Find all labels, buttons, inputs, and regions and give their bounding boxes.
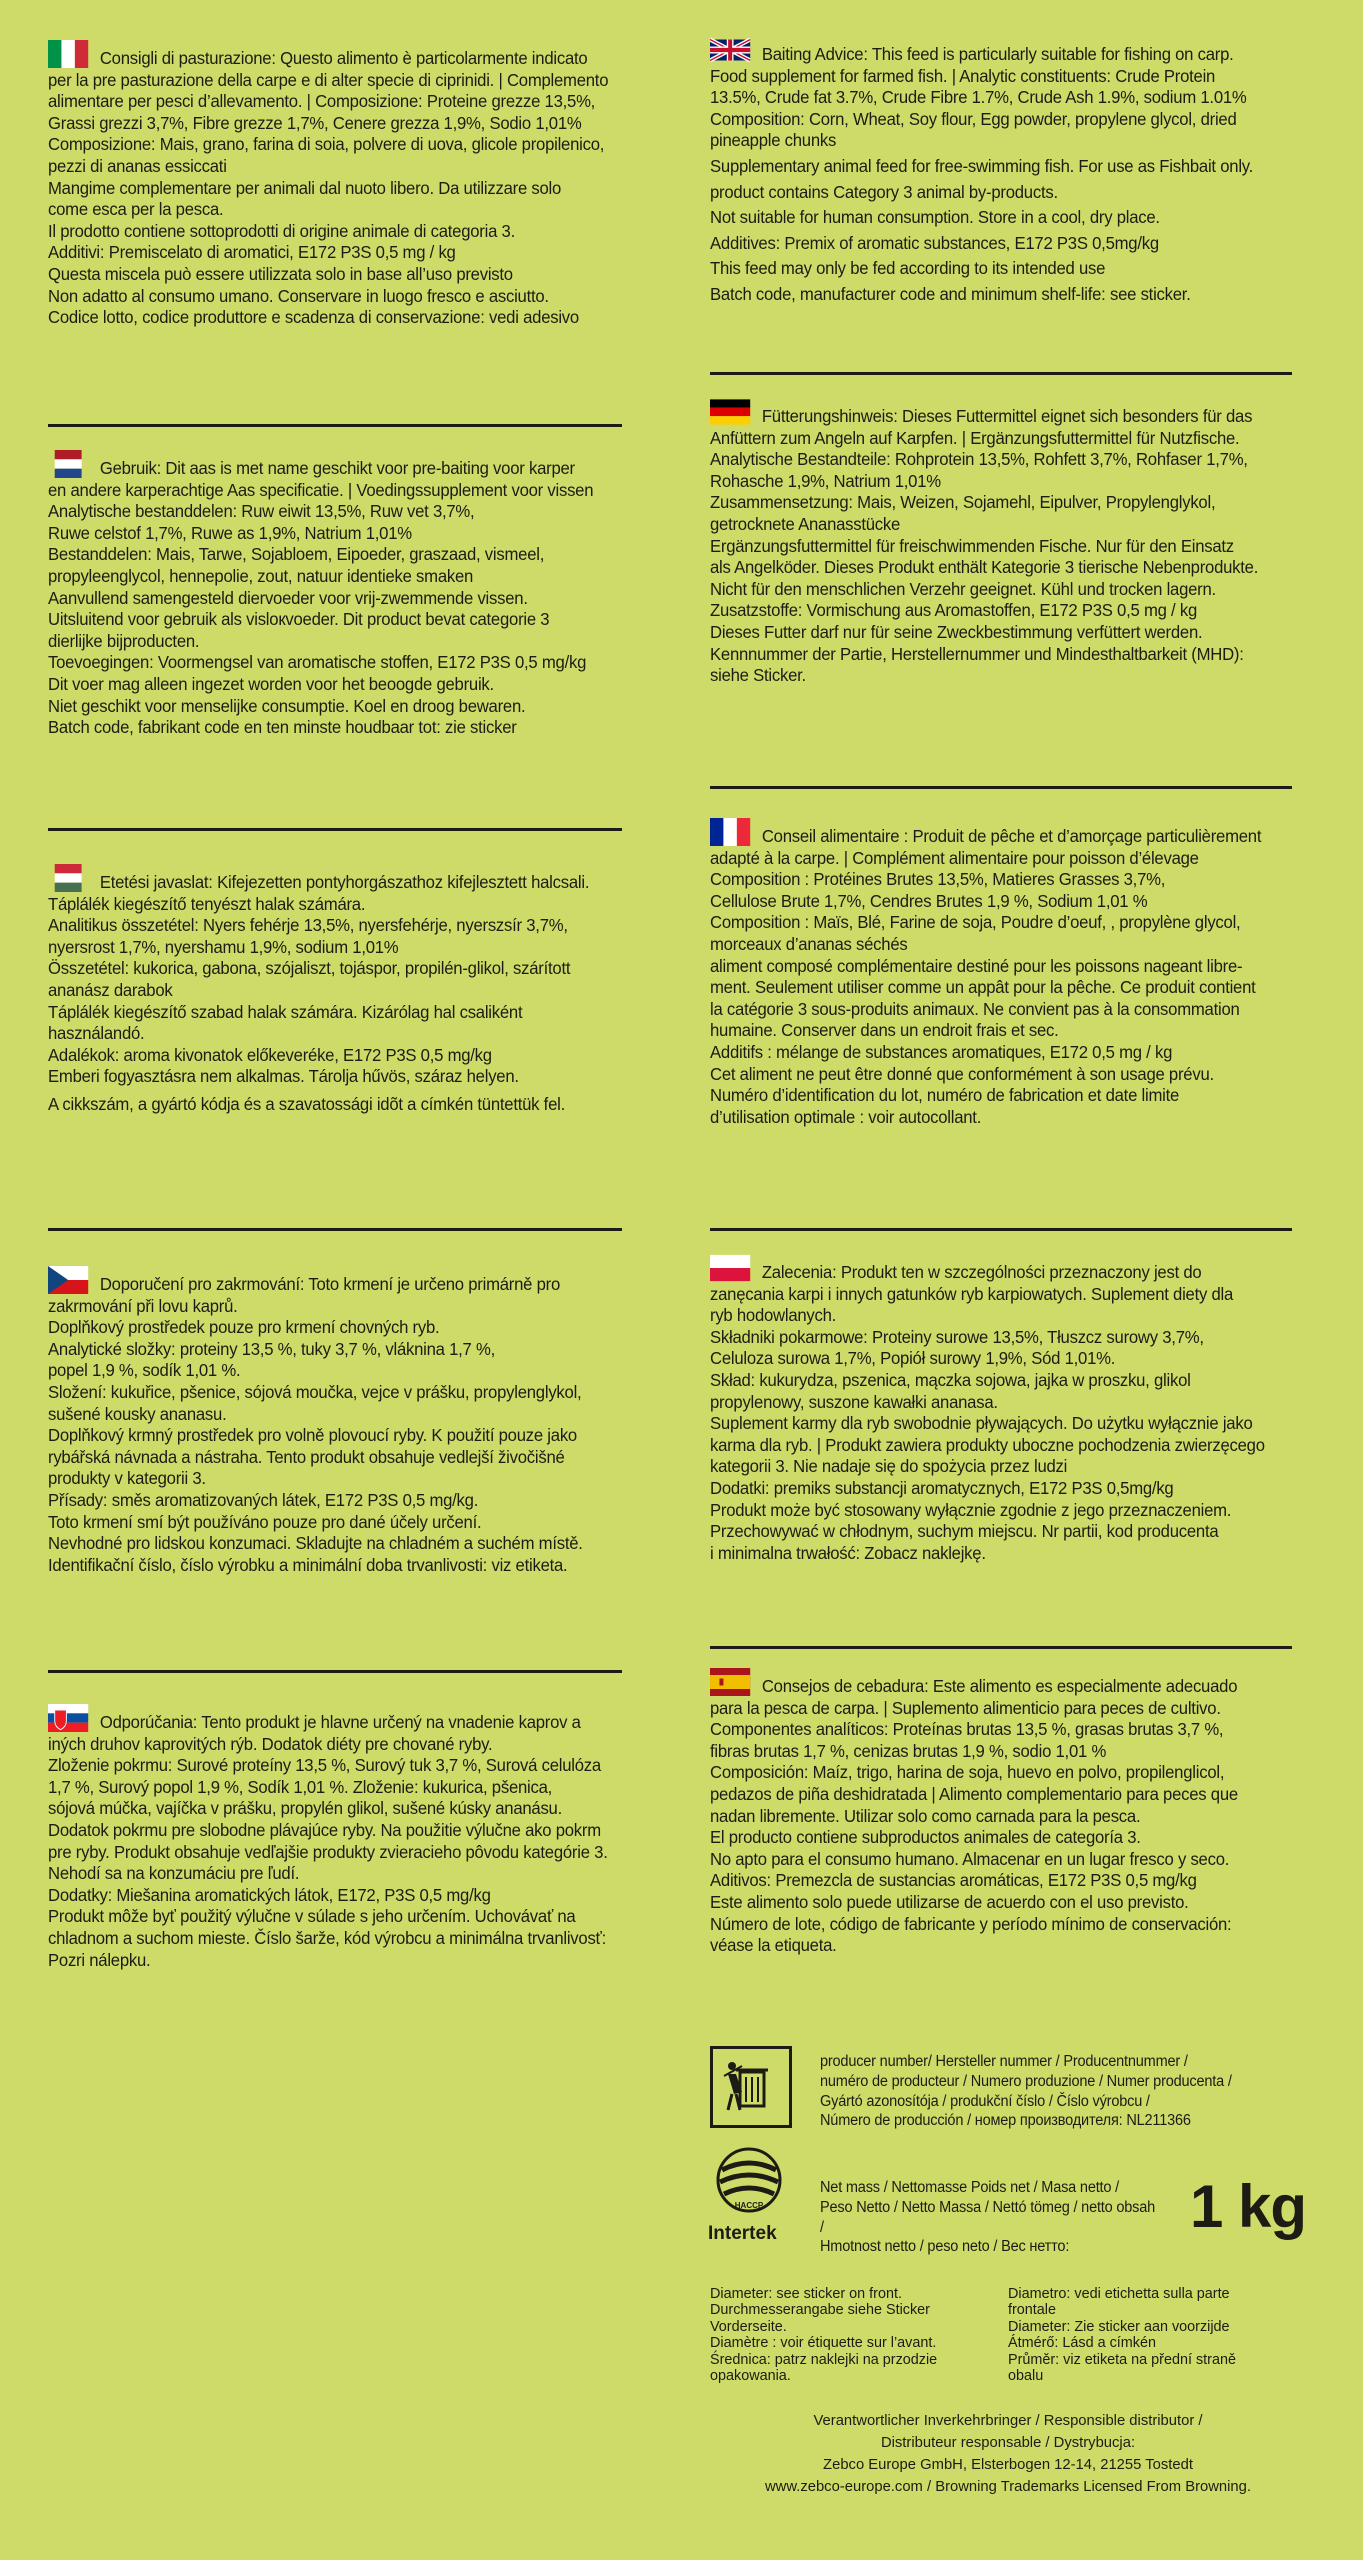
section-spanish	[710, 1668, 1306, 1957]
italy-flag-icon	[48, 40, 88, 68]
germany-flag-icon	[710, 398, 750, 426]
polish-text: Zalecenia: Produkt ten w szczególności przeznaczony jest do zanęcania karpi i innych gatunków ryb karpiowatych. Suplement diety dla ryb hodowlanych. Składniki pokarmowe: Proteiny surowe 13,5%, Tłuszcz surowy 3,7%, Celuloza surowa 1,7%, Popiół surowy 1,9%, Sód 1,01%. Skład: kukurydza, pszenica, mączka sojowa, jajka w proszku, glikol propylenowy, suszone kawałki ananasa. Suplement karmy dla ryb swobodnie pływających. Do użytku wyłącznie jako karma dla ryb. | Produkt zawiera produkty uboczne pochodzenia zwierzęcego kategorii 3. Nie nadaje się do spożycia przez ludzi Dodatki: premiks substancji aromatycznych, E172 P3S 0,5mg/kg Produkt może być stosowany wyłącznie zgodnie z jego przeznaczeniem. Przechowywać w chłodnym, suchym miejscu. Nr partii, kod producenta i minimalna trwałość: Zobacz naklejkę.	[710, 1254, 1305, 1564]
section-slovak	[48, 1704, 640, 1971]
intertek-haccp-logo	[708, 2146, 796, 2245]
spain-flag-icon	[710, 1668, 750, 1696]
diameter-right-text: Diametro: vedi etichetta sulla parte frontale Diameter: Zie sticker aan voorzijde Átmérő: Lásd a címkén Průměr: viz etiketa na přední straně obalu	[1008, 2286, 1236, 2385]
slovakia-flag-icon	[48, 1704, 88, 1732]
divider	[48, 828, 622, 831]
divider	[48, 1670, 622, 1673]
diameter-left-text: Diameter: see sticker on front. Durchmesserangabe siehe Sticker Vorderseite. Diamètre : voir étiquette sur l’avant. Średnica: patrz naklejki na przodzie opakowania.	[710, 2286, 938, 2385]
intertek-label: Intertek	[708, 2223, 777, 2244]
section-italian	[48, 40, 640, 329]
recycle-bin-icon	[710, 2046, 792, 2128]
haccp-icon	[708, 2146, 790, 2216]
net-mass-text: Net mass / Nettomasse Poids net / Masa netto / Peso Netto / Netto Massa / Nettó tömeg / netto obsah / Hmotnost netto / peso neto / Вес нетто:	[820, 2179, 1156, 2256]
distributor-footer: Verantwortlicher Inverkehrbringer / Responsible distributor / Distributeur responsable / Dystrybucja: Zebco Europe GmbH, Elsterbogen 12-14, 21255 Tostedt www.zebco-europe.com / Browning Trademarks Licensed From Browning.	[764, 2413, 1252, 2495]
section-czech	[48, 1266, 640, 1576]
dutch-text: Gebruik: Dit aas is met name geschikt voor pre-baiting voor karper en andere karperachtige Aas specificatie. | Voedingssupplement voor vissen Analytische bestanddelen: Ruw eiwit 13,5%, Ruw vet 3,7%, Ruwe celstof 1,7%, Ruwe as 1,9%, Natrium 1,01% Bestanddelen: Mais, Tarwe, Sojabloem, Eipoeder, graszaad, vismeel, propyleenglycol, hennepolie, zout, natuur identieke smaken Aanvullend samengesteld diervoeder voor vrij-zwemmende vissen. Uitsluitend voor gebruik als visloкvoeder. Dit product bevat categorie 3 dierlijke bijproducten. Toevoegingen: Voormengsel van aromatische stoffen, E172 P3S 0,5 mg/kg Dit voer mag alleen ingezet worden voor het beoogde gebruik. Niet geschikt voor menselijke consumptie. Koel en droog bewaren. Batch code, fabrikant code en ten minste houdbaar tot: zie sticker	[48, 450, 639, 739]
divider	[710, 786, 1292, 789]
french-text: Conseil alimentaire : Produit de pêche et d’amorçage particulièrement adapté à la carpe. | Complément alimentaire pour poisson d’élevage Composition : Protéines Brutes 13,5%, Matieres Grasses 3,7%, Cellulose Brute 1,7%, Cendres Brutes 1,9 %, Sodium 1,01 % Composition : Maïs, Blé, Farine de soja, Poudre d’oeuf, , propylène glycol, morceaux d’ananas séchés aliment composé complémentaire destiné pour les poissons nageant libre- ment. Seulement utiliser comme un appât pour la pêche. Ce produit contient la catégorie 3 sous-produits animaux. Ne convient pas à la consommation humaine. Conserver dans un endroit frais et sec. Additifs : mélange de substances aromatiques, E172 0,5 mg / kg Cet aliment ne peut être donné que conformément à son usage prévu. Numéro d’identification du lot, numéro de fabrication et date limite d’utilisation optimale : voir autocollant.	[710, 818, 1305, 1128]
netherlands-flag-icon	[48, 450, 88, 478]
slovak-text: Odporúčania: Tento produkt je hlavne určený na vnadenie kaprov a iných druhov kaprovitých rýb. Dodatok diéty pre chované ryby. Zloženie pokrmu: Surové proteíny 13,5 %, Surový tuk 3,7 %, Surová celulóza 1,7 %, Surový popol 1,9 %, Sodík 1,01 %. Zloženie: kukurica, pšenica, sójová múčka, vajíčka v prášku, propylén glikol, sušené kúsky ananásu. Dodatok pokrmu pre slobodne plávajúce ryby. Na použitie výlučne ako pokrm pre ryby. Produkt obsahuje vedľajšie produkty zvieracieho pôvodu kategórie 3. Nehodí sa na konzumáciu pre ľudí. Dodatky: Miešanina aromatických látok, E172, P3S 0,5 mg/kg Produkt môže byť použitý výlučne v súlade s jeho určením. Uchovávať na chladnom a suchom mieste. Číslo šarže, kód výrobcu a minimálna trvanlivosť: Pozri nálepku.	[48, 1704, 639, 1971]
divider	[710, 1646, 1292, 1649]
france-flag-icon	[710, 818, 750, 846]
german-text: Fütterungshinweis: Dieses Futtermittel eignet sich besonders für das Anfüttern zum Angeln auf Karpfen. | Ergänzungsfuttermittel für Nutzfische. Analytische Bestandteile: Rohprotein 13,5%, Rohfett 3,7%, Rohfaser 1,7%, Rohasche 1,9%, Natrium 1,01% Zusammensetzung: Mais, Weizen, Sojamehl, Eipulver, Propylenglykol, getrocknete Ananasstücke Ergänzungsfuttermittel für freischwimmenden Fische. Nur für den Einsatz als Angelköder. Dieses Produkt enthält Kategorie 3 tierische Nebenprodukte. Nicht für den menschlichen Verzehr geeignet. Kühl und trocken lagern. Zusatzstoffe: Vormischung aus Aromastoffen, E172 P3S 0,5 mg / kg Dieses Futter darf nur für seine Zweckbestimmung verfüttert werden. Kennnummer der Partie, Herstellernummer und Mindesthaltbarkeit (MHD): siehe Sticker.	[710, 398, 1305, 687]
section-english	[710, 36, 1306, 306]
svg-text:HACCP: HACCP	[734, 2201, 764, 2210]
spanish-text: Consejos de cebadura: Este alimento es especialmente adecuado para la pesca de carpa. | Suplemento alimenticio para peces de cultivo. Componentes analíticos: Proteínas brutas 13,5 %, grasas brutas 3,7 %, fibras brutas 1,7 %, cenizas brutas 1,9 %, sodio 1,01 % Composición: Maíz, trigo, harina de soja, huevo en polvo, propilenglicol, pedazos de piña deshidratada | Alimento complementario para peces que nadan libremente. Utilizar solo como carnada para la pesca. El producto contiene subproductos animales de categoría 3. No apto para el consumo humano. Almacenar en un lugar fresco y seco. Aditivos: Premezcla de sustancias aromáticas, E172 P3S 0,5 mg/kg Este alimento solo puede utilizarse de acuerdo con el uso previsto. Número de lote, código de fabricante y período mínimo de conservación: véase la etiqueta.	[710, 1668, 1305, 1957]
hungary-flag-icon	[48, 864, 88, 892]
section-hungarian	[48, 864, 640, 1116]
uk-flag-icon	[710, 36, 750, 64]
english-text: Baiting Advice: This feed is particularly suitable for fishing on carp. Food supplement for farmed fish. | Analytic constituents: Crude Protein 13.5%, Crude fat 3.7%, Crude Fibre 1.7%, Crude Ash 1.9%, sodium 1.01% Composition: Corn, Wheat, Soy flour, Egg powder, propylene glycol, dried pineapple chunks Supplementary animal feed for free-swimming fish. For use as Fishbait only. product contains Category 3 animal by-products. Not suitable for human consumption. Store in a cool, dry place. Additives: Premix of aromatic substances, E172 P3S 0,5mg/kg This feed may only be fed according to its intended use Batch code, manufacturer code and minimum shelf-life: see sticker.	[710, 36, 1305, 306]
divider	[710, 1228, 1292, 1231]
section-dutch	[48, 450, 640, 739]
net-weight-value: 1 kg	[1190, 2173, 1307, 2240]
divider	[48, 1228, 622, 1231]
producer-number-text: producer number/ Hersteller nummer / Producentnummer / numéro de producteur / Numero produzione / Numer producenta / Gyártó azonosítója / produkční číslo / Číslo výrobcu / Número de producción / номер производителя: NL211366	[820, 2053, 1232, 2130]
section-german	[710, 398, 1306, 687]
hungarian-text: Etetési javaslat: Kifejezetten pontyhorgászathoz kifejlesztett halcsali. Táplálék kiegészítő tenyészt halak számára. Analitikus összetétel: Nyers fehérje 13,5%, nyersfehérje, nyerszsír 3,7%, nyersrost 1,7%, nyershamu 1,9%, sodium 1,01% Összetétel: kukorica, gabona, szójaliszt, tojáspor, propilén-glikol, szárított ananász darabok Táplálék kiegészítő szabad halak számára. Kizárólag hal csaliként használandó. Adalékok: aroma kivonatok előkeveréke, E172 P3S 0,5 mg/kg Emberi fogyasztásra nem alkalmas. Tárolja hűvös, száraz helyen. A cikkszám, a gyártó kódja és a szavatossági idõt a címkén tüntettük fel.	[48, 864, 639, 1116]
divider	[710, 372, 1292, 375]
poland-flag-icon	[710, 1254, 750, 1282]
italian-text: Consigli di pasturazione: Questo alimento è particolarmente indicato per la pre pasturazione della carpe e di alter specie di ciprinidi. | Complemento alimentare per pesci d’allevamento. | Composizione: Proteine grezze 13,5%, Grassi grezzi 3,7%, Fibre grezze 1,7%, Cenere grezza 1,9%, Sodio 1,01% Composizione: Mais, grano, farina di soia, polvere di uova, glicole propilenico, pezzi di ananas essiccati Mangime complementare per animali dal nuoto libero. Da utilizzare solo come esca per la pesca. Il prodotto contiene sottoprodotti di origine animale di categoria 3. Additivi: Premiscelato di aromatici, E172 P3S 0,5 mg / kg Questa miscela può essere utilizzata solo in base all’uso previsto Non adatto al consumo umano. Conservare in luogo fresco e asciutto. Codice lotto, codice produttore e scadenza di conservazione: vedi adesivo	[48, 40, 639, 329]
divider	[48, 424, 622, 427]
czech-flag-icon	[48, 1266, 88, 1294]
czech-text: Doporučení pro zakrmování: Toto krmení je určeno primárně pro zakrmování při lovu kaprů. Doplňkový prostředek pouze pro krmení chovných ryb. Analytické složky: proteiny 13,5 %, tuky 3,7 %, vláknina 1,7 %, popel 1,9 %, sodík 1,01 %. Složení: kukuřice, pšenice, sójová moučka, vejce v prášku, propylenglykol, sušené kousky ananasu. Doplňkový krmný prostředek pro volně plovoucí ryby. K použití pouze jako rybářská návnada a nástraha. Tento produkt obsahuje vedlejší živočišné produkty v kategorii 3. Přísady: směs aromatizovaných látek, E172 P3S 0,5 mg/kg. Toto krmení smí být používáno pouze pro dané účely určení. Nevhodné pro lidskou konzumaci. Skladujte na chladném a suchém místě. Identifikační číslo, číslo výrobku a minimální doba trvanlivosti: viz etiketa.	[48, 1266, 639, 1576]
section-french	[710, 818, 1306, 1128]
section-polish	[710, 1254, 1306, 1564]
